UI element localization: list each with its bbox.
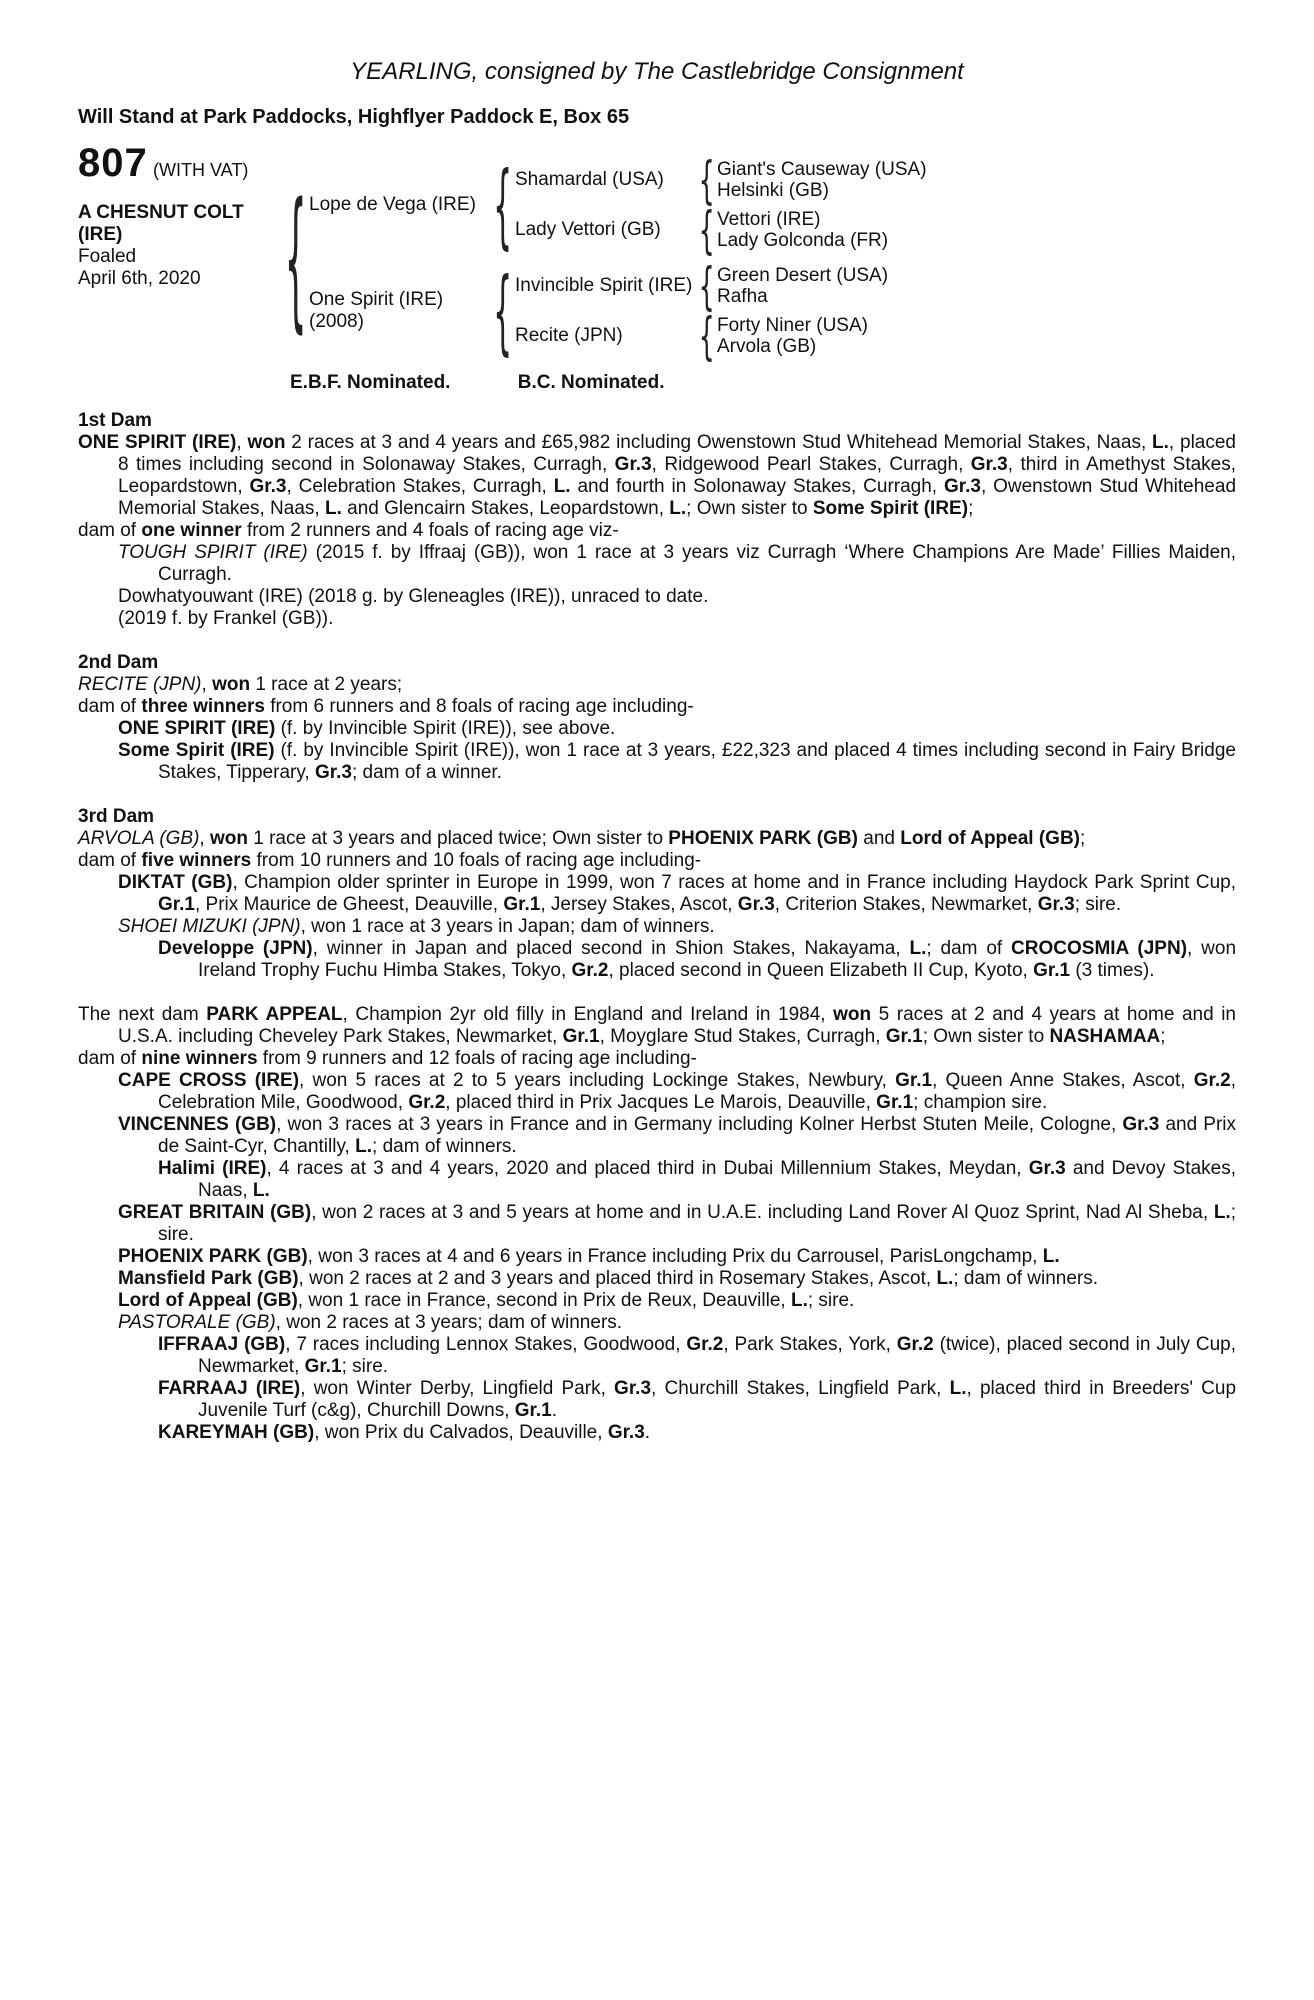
text-segment: Gr.3 xyxy=(1028,1158,1066,1179)
text-segment: ; sire. xyxy=(1074,894,1122,915)
pedigree-paragraph xyxy=(78,542,1236,586)
pedigree-paragraph xyxy=(78,1246,1236,1268)
sire-dam-name: Lady Vettori (GB) xyxy=(515,219,661,240)
sire-name-cell xyxy=(309,194,491,216)
text-segment: from 10 runners and 10 foals of racing age including- xyxy=(251,850,702,871)
text-segment: Gr.2 xyxy=(571,960,609,981)
text-segment: KAREYMAH (GB) xyxy=(158,1422,315,1443)
vat-note: (WITH VAT) xyxy=(153,160,249,180)
pedigree-paragraph xyxy=(78,1290,1236,1312)
text-segment: L. xyxy=(949,1378,967,1399)
lot-description-line-2: (IRE) xyxy=(78,224,123,245)
text-segment: , Churchill Stakes, Lingfield Park, xyxy=(651,1378,950,1399)
text-segment: CAPE CROSS (IRE) xyxy=(118,1070,300,1091)
dam-sire-name: Invincible Spirit (IRE) xyxy=(515,275,693,296)
text-segment: , xyxy=(199,828,210,849)
text-segment: DIKTAT (GB) xyxy=(118,872,233,893)
sire-sire-brace: { xyxy=(698,150,716,210)
text-segment: , Jersey Stakes, Ascot, xyxy=(540,894,738,915)
dam-dam-sire-name: Forty Niner (USA) xyxy=(717,315,868,336)
text-segment: Gr.1 xyxy=(1033,960,1071,981)
text-segment: ; xyxy=(1160,1026,1166,1047)
text-segment: , Queen Anne Stakes, Ascot, xyxy=(932,1070,1194,1091)
nominations-line xyxy=(290,372,1236,394)
text-segment: and Devoy Stakes, Naas, xyxy=(198,1158,1236,1201)
text-segment: NASHAMAA xyxy=(1049,1026,1161,1047)
text-segment: ; xyxy=(1080,828,1086,849)
text-segment: Gr.3 xyxy=(607,1422,645,1443)
sire-brace: { xyxy=(493,151,513,259)
dam-dam-block xyxy=(515,306,888,366)
pedigree-paragraph xyxy=(78,1114,1236,1158)
text-segment: VINCENNES (GB) xyxy=(118,1114,277,1135)
text-segment: dam of xyxy=(78,1048,142,1069)
text-segment: (2015 f. by Iffraaj (GB)), won 1 race at 3 years viz Curragh ‘Where Champions Are Made’ Fillies Maiden, Curragh. xyxy=(158,542,1236,585)
text-segment: FARRAAJ (IRE) xyxy=(158,1378,301,1399)
text-segment: PHOENIX PARK (GB) xyxy=(668,828,858,849)
text-segment: L. xyxy=(1152,432,1169,453)
dam-dam-name: Recite (JPN) xyxy=(515,325,623,346)
dam-sire-brace: { xyxy=(698,256,716,316)
text-segment: , won 5 races at 2 to 5 years including Lockinge Stakes, Newbury, xyxy=(299,1070,896,1091)
text-segment: won xyxy=(833,1004,872,1025)
text-segment: L. xyxy=(936,1268,954,1289)
text-segment: 1 race at 2 years; xyxy=(250,674,403,695)
text-segment: Gr.2 xyxy=(686,1334,724,1355)
sire-sire-dam-name: Helsinki (GB) xyxy=(717,180,829,201)
text-segment: , placed second in Queen Elizabeth II Cup, Kyoto, xyxy=(608,960,1034,981)
text-segment: (f. by Invincible Spirit (IRE)), see above. xyxy=(275,718,616,739)
text-segment: . xyxy=(644,1422,651,1443)
sire-dam-sire-name: Vettori (IRE) xyxy=(717,209,821,230)
text-segment: IFFRAAJ (GB) xyxy=(158,1334,286,1355)
pedigree-paragraph xyxy=(78,718,1236,740)
dam-sire-block xyxy=(515,256,889,316)
text-segment: , Prix Maurice de Gheest, Deauville, xyxy=(194,894,504,915)
text-segment: L. xyxy=(790,1290,808,1311)
text-segment: nine winners xyxy=(141,1048,258,1069)
text-segment: , won 3 races at 3 years in France and in Germany including Kolner Herbst Stuten Meile, Cologne, xyxy=(276,1114,1123,1135)
text-segment: from 6 runners and 8 foals of racing age including- xyxy=(264,696,694,717)
text-segment: ; xyxy=(968,498,974,519)
text-segment: , won 1 race at 3 years in Japan; dam of winners. xyxy=(300,916,715,937)
text-segment: Gr.3 xyxy=(1037,894,1075,915)
text-segment: ; champion sire. xyxy=(913,1092,1048,1113)
text-segment: Dowhatyouwant (IRE) (2018 g. by Gleneagles (IRE)), unraced to date. xyxy=(118,586,709,607)
dam-section-heading: 1st Dam xyxy=(78,410,152,431)
text-segment: , won 2 races at 2 and 3 years and placed third in Rosemary Stakes, Ascot, xyxy=(298,1268,937,1289)
text-segment: (3 times). xyxy=(1070,960,1155,981)
text-segment: , Champion older sprinter in Europe in 1999, won 7 races at home and in France including Haydock Park Sprint Cup, xyxy=(232,872,1236,893)
foaled-date: April 6th, 2020 xyxy=(78,268,201,289)
text-segment: , Criterion Stakes, Newmarket, xyxy=(774,894,1038,915)
text-segment: Some Spirit (IRE) xyxy=(118,740,275,761)
dam-section-heading: 2nd Dam xyxy=(78,652,159,673)
sire-sire-block xyxy=(515,150,927,210)
text-segment: PHOENIX PARK (GB) xyxy=(118,1246,308,1267)
dam-year: (2008) xyxy=(309,311,364,332)
text-segment: 5 races at 2 and 4 years at home and in U.S.A. including Cheveley Park Stakes, Newmarket, xyxy=(118,1004,1236,1047)
text-segment: GREAT BRITAIN (GB) xyxy=(118,1202,312,1223)
text-segment: L. xyxy=(909,938,927,959)
text-segment: , third in Amethyst Stakes, Leopardstown, xyxy=(118,454,1237,497)
text-segment: five winners xyxy=(141,850,252,871)
text-segment: Gr.3 xyxy=(315,762,352,783)
pedigree-paragraph xyxy=(78,674,1236,696)
pedigree-paragraph xyxy=(78,1312,1236,1334)
text-segment: , Celebration Mile, Goodwood, xyxy=(158,1070,1236,1113)
lot-description-line-1: A CHESNUT COLT xyxy=(78,202,244,223)
text-segment: ; dam of xyxy=(926,938,1012,959)
pedigree-paragraph xyxy=(78,1268,1236,1290)
text-segment: ; sire. xyxy=(341,1356,389,1377)
text-segment: , Celebration Stakes, Curragh, xyxy=(286,476,554,497)
sire-line xyxy=(309,150,927,260)
text-segment: , Moyglare Stud Stakes, Curragh, xyxy=(599,1026,886,1047)
text-segment: ARVOLA (GB) xyxy=(78,828,200,849)
pedigree-text xyxy=(78,410,1236,1444)
text-segment: , 7 races including Lennox Stakes, Goodwood, xyxy=(285,1334,687,1355)
sire-dam-brace: { xyxy=(698,200,716,260)
pedigree-paragraph xyxy=(78,432,1236,520)
text-segment: , won 1 race in France, second in Prix de Reux, Deauville, xyxy=(297,1290,791,1311)
text-segment: , xyxy=(201,674,213,695)
pedigree-paragraph xyxy=(78,938,1236,982)
sire-sire-name: Shamardal (USA) xyxy=(515,169,664,190)
text-segment: RECITE (JPN) xyxy=(78,674,202,695)
dam-section xyxy=(78,806,1236,982)
text-segment: Gr.1 xyxy=(158,894,195,915)
pedigree-paragraph xyxy=(78,1202,1236,1246)
dam-name: One Spirit (IRE) xyxy=(309,289,444,310)
text-segment: Gr.1 xyxy=(895,1070,933,1091)
dam-section xyxy=(78,652,1236,784)
text-segment: (f. by Invincible Spirit (IRE)), won 1 race at 3 years, £22,323 and placed 4 times including second in Fairy Bridge Stakes, Tipperary, xyxy=(158,740,1236,783)
text-segment: L. xyxy=(669,498,687,519)
text-segment: (2019 f. by Frankel (GB)). xyxy=(118,608,334,629)
text-segment: Gr.3 xyxy=(1122,1114,1160,1135)
text-segment: , won Winter Derby, Lingfield Park, xyxy=(300,1378,615,1399)
text-segment: , Park Stakes, York, xyxy=(723,1334,897,1355)
text-segment: , Owenstown Stud Whitehead Memorial Stakes, Naas, xyxy=(118,476,1237,519)
bc-nominated: B.C. Nominated. xyxy=(517,372,665,393)
sire-name: Lope de Vega (IRE) xyxy=(309,194,476,215)
pedigree-paragraph xyxy=(78,520,1236,542)
text-segment: dam of xyxy=(78,850,142,871)
text-segment: and Prix de Saint-Cyr, Chantilly, xyxy=(158,1114,1236,1157)
text-segment: ONE SPIRIT (IRE) xyxy=(78,432,237,453)
text-segment: PASTORALE (GB) xyxy=(118,1312,276,1333)
pedigree-paragraph xyxy=(78,828,1236,850)
text-segment: ; sire. xyxy=(158,1202,1236,1245)
pedigree-table xyxy=(78,141,1236,366)
ebf-nominated: E.B.F. Nominated. xyxy=(290,372,451,393)
text-segment: Gr.3 xyxy=(614,1378,652,1399)
text-segment: . xyxy=(551,1400,558,1421)
pedigree-paragraph xyxy=(78,608,1236,630)
text-segment: , won Ireland Trophy Fuchu Himba Stakes, Tokyo, xyxy=(198,938,1237,981)
stand-location: Will Stand at Park Paddocks, Highflyer Paddock E, Box 65 xyxy=(78,106,630,128)
text-segment: and fourth in Solonaway Stakes, Curragh, xyxy=(570,476,944,497)
text-segment: and Glencairn Stakes, Leopardstown, xyxy=(341,498,670,519)
text-segment: dam of xyxy=(78,520,142,541)
text-segment: Developpe (JPN) xyxy=(158,938,313,959)
text-segment: Gr.3 xyxy=(614,454,652,475)
text-segment: won xyxy=(209,828,248,849)
text-segment: , placed 8 times including second in Solonaway Stakes, Curragh, xyxy=(118,432,1236,475)
text-segment: Gr.1 xyxy=(885,1026,923,1047)
dam-sire-sire-name: Green Desert (USA) xyxy=(717,265,889,286)
text-segment: ONE SPIRIT (IRE) xyxy=(118,718,276,739)
text-segment: from 2 runners and 4 foals of racing age viz- xyxy=(241,520,619,541)
pedigree-paragraph xyxy=(78,1422,1236,1444)
text-segment: , won 3 races at 4 and 6 years in France including Prix du Carrousel, ParisLongchamp, xyxy=(307,1246,1043,1267)
text-segment: Gr.3 xyxy=(249,476,287,497)
pedigree-paragraph xyxy=(78,872,1236,916)
text-segment: Gr.3 xyxy=(737,894,775,915)
pedigree-root-brace: { xyxy=(285,168,307,348)
text-segment: , 4 races at 3 and 4 years, 2020 and placed third in Dubai Millennium Stakes, Meydan, xyxy=(266,1158,1029,1179)
pedigree-paragraph xyxy=(78,850,1236,872)
text-segment: from 9 runners and 12 foals of racing age including- xyxy=(257,1048,697,1069)
text-segment: PARK APPEAL xyxy=(206,1004,343,1025)
text-segment: won xyxy=(212,674,251,695)
text-segment: ; dam of a winner. xyxy=(351,762,502,783)
text-segment: one winner xyxy=(141,520,242,541)
text-segment: , Champion 2yr old filly in England and Ireland in 1984, xyxy=(342,1004,834,1025)
text-segment: Halimi (IRE) xyxy=(158,1158,267,1179)
text-segment: , Ridgewood Pearl Stakes, Curragh, xyxy=(651,454,971,475)
pedigree-paragraph xyxy=(78,586,1236,608)
lot-number-line xyxy=(78,141,283,185)
dam-brace: { xyxy=(493,257,513,365)
pedigree-paragraph xyxy=(78,1378,1236,1422)
lot-number: 807 xyxy=(78,141,148,185)
text-segment: Gr.1 xyxy=(562,1026,600,1047)
sire-sire-sire-name: Giant's Causeway (USA) xyxy=(717,159,927,180)
lot-info xyxy=(78,141,283,290)
dam-dam-brace: { xyxy=(698,306,716,366)
text-segment: ; dam of winners. xyxy=(372,1136,517,1157)
text-segment: ; Own sister to xyxy=(686,498,813,519)
text-segment: Gr.1 xyxy=(876,1092,914,1113)
text-segment: Gr.2 xyxy=(1193,1070,1231,1091)
pedigree-paragraph xyxy=(78,1070,1236,1114)
foaled-label: Foaled xyxy=(78,246,137,267)
text-segment: L. xyxy=(1042,1246,1060,1267)
text-segment: Gr.3 xyxy=(970,454,1008,475)
pedigree-generations xyxy=(309,152,927,364)
text-segment: 2 races at 3 and 4 years and £65,982 including Owenstown Stud Whitehead Memorial Stakes, Naas, xyxy=(285,432,1153,453)
text-segment: ; dam of winners. xyxy=(953,1268,1099,1289)
text-segment: L. xyxy=(324,498,342,519)
text-segment: The next dam xyxy=(78,1004,207,1025)
dam-line xyxy=(309,256,927,366)
text-segment: , placed third in Breeders' Cup Juvenile Turf (c&g), Churchill Downs, xyxy=(198,1378,1237,1421)
text-segment: ; sire. xyxy=(807,1290,855,1311)
text-segment: TOUGH SPIRIT (IRE) xyxy=(118,542,308,563)
page-title: YEARLING, consigned by The Castlebridge Consignment xyxy=(350,58,964,85)
text-segment: (twice), placed second in July Cup, Newmarket, xyxy=(198,1334,1237,1377)
text-segment: Gr.2 xyxy=(408,1092,446,1113)
text-segment: , won 2 races at 3 years; dam of winners. xyxy=(275,1312,623,1333)
text-segment: three winners xyxy=(141,696,265,717)
text-segment: L. xyxy=(1213,1202,1231,1223)
text-segment: L. xyxy=(355,1136,373,1157)
text-segment: dam of xyxy=(78,696,142,717)
dam-section xyxy=(78,1004,1236,1444)
text-segment: Gr.1 xyxy=(514,1400,552,1421)
text-segment: Some Spirit (IRE) xyxy=(812,498,969,519)
sire-dam-dam-name: Lady Golconda (FR) xyxy=(717,230,889,251)
text-segment: Gr.2 xyxy=(896,1334,934,1355)
text-segment: , xyxy=(236,432,248,453)
text-segment: , placed third in Prix Jacques Le Marois, Deauville, xyxy=(445,1092,877,1113)
dam-section-heading: 3rd Dam xyxy=(78,806,155,827)
pedigree-paragraph xyxy=(78,740,1236,784)
dam-dam-dam-name: Arvola (GB) xyxy=(717,336,817,357)
dam-name-cell xyxy=(309,289,491,333)
text-segment: , won Prix du Calvados, Deauville, xyxy=(314,1422,608,1443)
text-segment: Gr.1 xyxy=(503,894,541,915)
text-segment: Lord of Appeal (GB) xyxy=(900,828,1081,849)
dam-section xyxy=(78,410,1236,630)
pedigree-paragraph xyxy=(78,1048,1236,1070)
text-segment: L. xyxy=(252,1180,270,1201)
text-segment: 1 race at 3 years and placed twice; Own sister to xyxy=(247,828,669,849)
pedigree-paragraph xyxy=(78,1004,1236,1048)
text-segment: , won 2 races at 3 and 5 years at home and in U.A.E. including Land Rover Al Quoz Sprint, Nad Al Sheba, xyxy=(311,1202,1214,1223)
text-segment: Gr.1 xyxy=(304,1356,342,1377)
text-segment: SHOEI MIZUKI (JPN) xyxy=(118,916,301,937)
dam-sire-dam-name: Rafha xyxy=(717,286,768,307)
text-segment: won xyxy=(247,432,286,453)
sire-dam-block xyxy=(515,200,927,260)
text-segment: , winner in Japan and placed second in Shion Stakes, Nakayama, xyxy=(312,938,910,959)
pedigree-paragraph xyxy=(78,1334,1236,1378)
text-segment: Lord of Appeal (GB) xyxy=(118,1290,298,1311)
pedigree-paragraph xyxy=(78,696,1236,718)
text-segment: L. xyxy=(553,476,571,497)
text-segment: Gr.3 xyxy=(943,476,981,497)
text-segment: and xyxy=(857,828,901,849)
pedigree-paragraph xyxy=(78,1158,1236,1202)
pedigree-paragraph xyxy=(78,916,1236,938)
text-segment: CROCOSMIA (JPN) xyxy=(1011,938,1188,959)
text-segment: ; Own sister to xyxy=(922,1026,1050,1047)
text-segment: Mansfield Park (GB) xyxy=(118,1268,299,1289)
